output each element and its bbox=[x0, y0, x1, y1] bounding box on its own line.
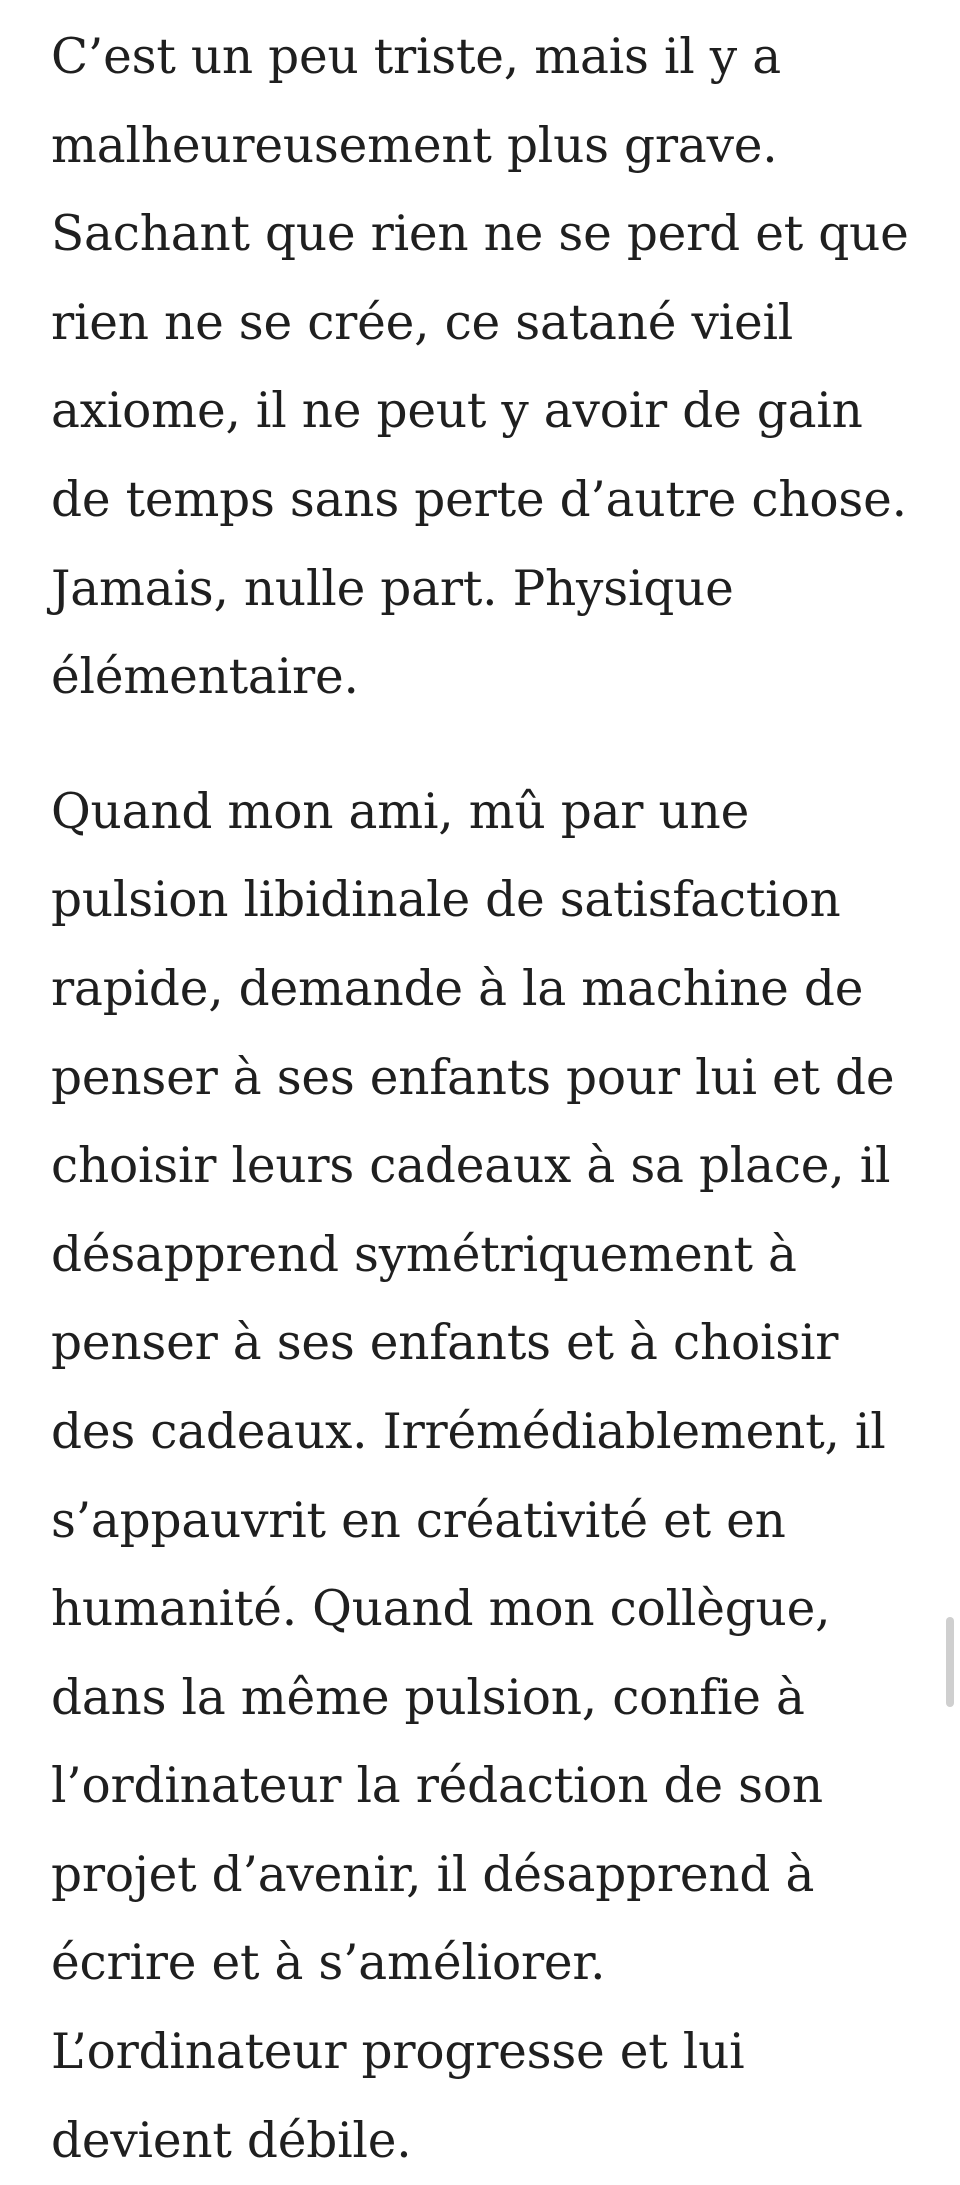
text-line: des cadeaux. Irrémédiablement, il bbox=[51, 1403, 886, 1460]
text-line: dans la même pulsion, confie à bbox=[51, 1669, 805, 1726]
text-line: de temps sans perte d’autre chose. bbox=[51, 471, 907, 528]
text-line: C’est un peu triste, mais il y a bbox=[51, 29, 781, 85]
text-line: Sachant que rien ne se perd et que bbox=[51, 206, 909, 263]
text-line: Quand mon ami, mû par une bbox=[51, 783, 750, 840]
text-line: rien ne se crée, ce satané vieil bbox=[51, 294, 794, 351]
text-line: L’ordinateur progresse et lui bbox=[51, 2024, 745, 2081]
text-line: écrire et à s’améliorer. bbox=[51, 1935, 606, 1992]
text-line: pulsion libidinale de satisfaction bbox=[51, 872, 841, 929]
text-line: choisir leurs cadeaux à sa place, il bbox=[51, 1138, 891, 1195]
text-line: rapide, demande à la machine de bbox=[51, 960, 864, 1017]
paragraph-2 bbox=[51, 768, 931, 2185]
text-line: humanité. Quand mon collègue, bbox=[51, 1581, 831, 1638]
article-body bbox=[51, 13, 931, 2185]
text-line: projet d’avenir, il désapprend à bbox=[51, 1846, 815, 1903]
text-line: devient débile. bbox=[51, 2112, 412, 2169]
paragraph-1 bbox=[51, 13, 931, 722]
text-line: désapprend symétriquement à bbox=[51, 1226, 797, 1283]
text-line: s’appauvrit en créativité et en bbox=[51, 1492, 786, 1549]
scrollbar-thumb[interactable] bbox=[946, 1617, 954, 1707]
text-line: Jamais, nulle part. Physique bbox=[51, 560, 734, 617]
text-line: penser à ses enfants pour lui et de bbox=[51, 1049, 895, 1106]
paragraph-spacer bbox=[51, 722, 931, 768]
text-line: élémentaire. bbox=[51, 649, 359, 706]
text-line: l’ordinateur la rédaction de son bbox=[51, 1758, 823, 1815]
text-line: malheureusement plus grave. bbox=[51, 117, 778, 174]
text-line: axiome, il ne peut y avoir de gain bbox=[51, 383, 863, 440]
text-line: penser à ses enfants et à choisir bbox=[51, 1315, 839, 1372]
